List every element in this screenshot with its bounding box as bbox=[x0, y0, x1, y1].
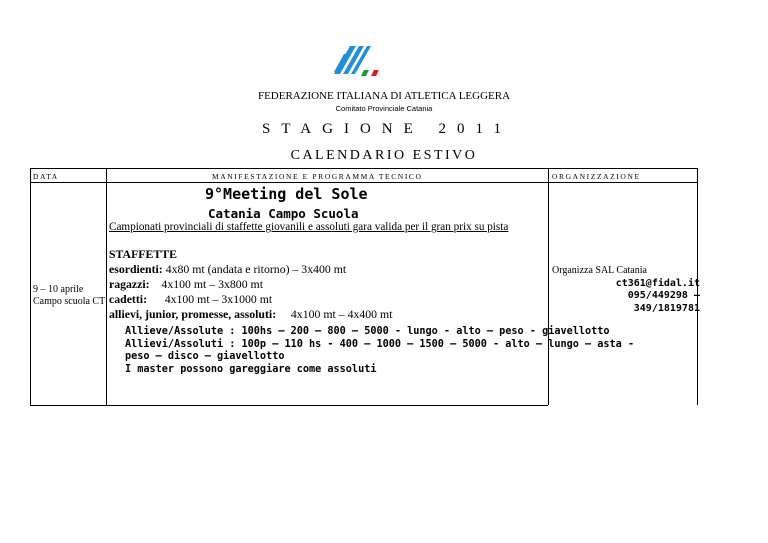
calendar-title: CALENDARIO ESTIVO bbox=[290, 148, 478, 163]
relay-row: esordienti: 4x80 mt (andata e ritorno) – 3x400 mt bbox=[109, 262, 347, 276]
relay-row: cadetti: 4x100 mt – 3x1000 mt bbox=[109, 292, 273, 306]
organizer-phone: 095/449298 – bbox=[627, 290, 700, 301]
program-line: Allieve/Assolute : 100hs – 200 – 800 – 5000 - lungo - alto – peso - giavellotto bbox=[125, 326, 610, 337]
table-left-border bbox=[30, 168, 31, 405]
header-row-border bbox=[30, 182, 698, 183]
organizer-email: ct361@fidal.it bbox=[615, 277, 700, 289]
column-header-date: DATA bbox=[33, 172, 59, 181]
organizer-name: Organizza SAL Catania bbox=[552, 265, 647, 276]
season-title: STAGIONE 2011 bbox=[262, 121, 512, 137]
relay-section bbox=[109, 247, 392, 322]
fidal-logo bbox=[328, 44, 386, 82]
event-date bbox=[33, 284, 105, 308]
committee-name: Comitato Provinciale Catania bbox=[335, 104, 433, 113]
event-title: 9°Meeting del Sole bbox=[205, 185, 368, 203]
event-description: Campionati provinciali di staffette giovanili e assoluti gara valida per il gran prix su pista bbox=[109, 221, 509, 233]
organizer-mobile: 349/1819781 bbox=[633, 302, 700, 314]
date-column-border bbox=[106, 168, 107, 405]
column-header-event: MANIFESTAZIONE E PROGRAMMA TECNICO bbox=[212, 172, 423, 181]
relay-row: allievi, junior, promesse, assoluti: 4x100 mt – 4x400 mt bbox=[109, 307, 393, 321]
event-place: Catania Campo Scuola bbox=[208, 206, 359, 221]
program-line: peso – disco – giavellotto bbox=[125, 351, 285, 362]
relay-heading: STAFFETTE bbox=[109, 247, 177, 261]
program-line: Allievi/Assoluti : 100p – 110 hs - 400 – 1000 – 1500 – 5000 - alto – lungo – asta - bbox=[125, 338, 635, 350]
event-date-days: 9 – 10 aprile bbox=[33, 284, 84, 295]
organization-info bbox=[552, 265, 700, 315]
relay-row: ragazzi: 4x100 mt – 3x800 mt bbox=[109, 277, 264, 291]
logo-stripes bbox=[334, 46, 371, 74]
italian-flag-icon bbox=[361, 70, 379, 76]
row-bottom-border bbox=[30, 405, 548, 406]
event-date-venue: Campo scuola CT bbox=[33, 296, 106, 307]
program-line: I master possono gareggiare come assoluti bbox=[125, 363, 377, 375]
column-header-organization: ORGANIZZAZIONE bbox=[552, 172, 641, 181]
table-top-border bbox=[30, 168, 698, 169]
federation-name: FEDERAZIONE ITALIANA DI ATLETICA LEGGERA bbox=[257, 90, 511, 102]
technical-program bbox=[125, 326, 634, 376]
